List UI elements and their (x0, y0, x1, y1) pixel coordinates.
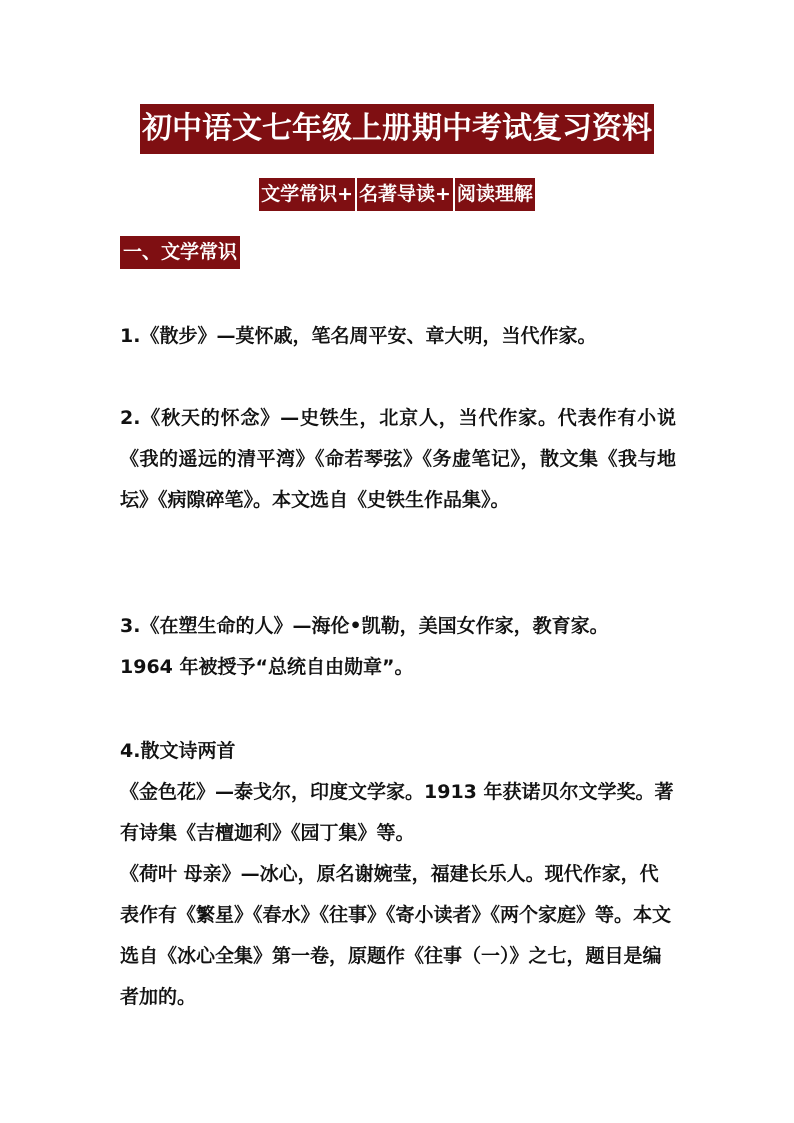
subtitle (259, 178, 535, 211)
item-4-golden-flower: 《金色花》—泰戈尔，印度文学家。1913 年获诺贝尔文学奖。著有诗集《吉檀迦利》《园丁集》等。 (120, 781, 674, 844)
item-4-lotus-mother: 《荷叶 母亲》—冰心，原名谢婉莹，福建长乐人。现代作家，代表作有《繁星》《春水》《往事》《寄小读者》《两个家庭》等。本文选自《冰心全集》第一卷，原题作《往事（一）》之七，题目是编者加的。 (120, 863, 672, 1008)
title-container (0, 104, 794, 154)
item-3-line-1: 3.《在塑生命的人》—海伦•凯勒，美国女作家，教育家。 (120, 615, 609, 637)
item-2-text: 2.《秋天的怀念》—史铁生，北京人，当代作家。代表作有小说《我的遥远的清平湾》《命若琴弦》《务虚笔记》，散文集《我与地坛》《病隙碎笔》。本文选自《史铁生作品集》。 (120, 407, 676, 511)
item-4-title: 4.散文诗两首 (120, 740, 236, 762)
item-3-line-2: 1964 年被授予“总统自由勋章”。 (120, 656, 414, 678)
subtitle-part-literature: 文学常识+ (259, 178, 355, 211)
item-3 (120, 606, 676, 688)
subtitle-container (0, 178, 794, 211)
subtitle-part-reading: 阅读理解 (455, 178, 535, 211)
subtitle-part-classics: 名著导读+ (357, 178, 453, 211)
section-heading: 一、文学常识 (120, 236, 240, 269)
page-title: 初中语文七年级上册期中考试复习资料 (140, 104, 654, 154)
item-1-text: 1.《散步》—莫怀戚，笔名周平安、章大明，当代作家。 (120, 325, 597, 347)
item-1 (120, 316, 676, 357)
item-4 (120, 731, 676, 1018)
item-2 (120, 398, 676, 521)
